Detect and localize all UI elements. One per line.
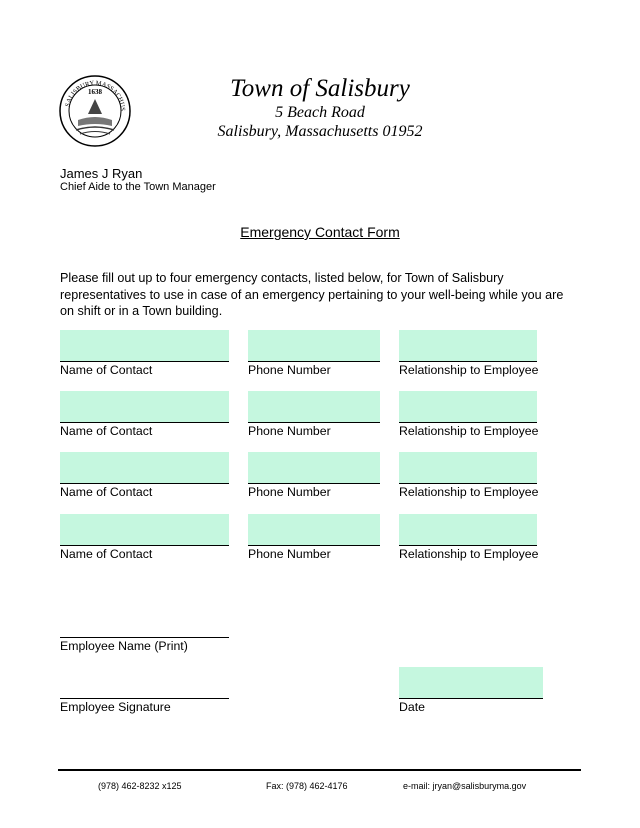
contact-1-relationship-label: Relationship to Employee	[399, 363, 539, 377]
contact-2-name-label: Name of Contact	[60, 424, 153, 438]
contact-3-phone-field[interactable]	[248, 452, 380, 484]
seal-text: SALISBURY MASSACHUS	[64, 79, 127, 112]
contact-1-relationship-field[interactable]	[399, 330, 537, 362]
address-line-2: Salisbury, Massachusetts 01952	[217, 123, 423, 140]
seal-year: 1638	[88, 88, 102, 96]
contact-2-relationship-label: Relationship to Employee	[399, 424, 539, 438]
employee-name-line[interactable]	[60, 636, 229, 638]
contact-1-phone-field[interactable]	[248, 330, 380, 362]
footer-email: e-mail: jryan@salisburyma.gov	[403, 781, 527, 791]
contact-3-phone-label: Phone Number	[248, 485, 331, 499]
contact-3-relationship-label: Relationship to Employee	[399, 485, 539, 499]
contact-1-phone-label: Phone Number	[248, 363, 331, 377]
sender-name: James J Ryan	[60, 166, 143, 181]
contact-1-name-field[interactable]	[60, 330, 229, 362]
footer-fax: Fax: (978) 462-4176	[266, 781, 348, 791]
contact-4-relationship-label: Relationship to Employee	[399, 547, 539, 561]
date-field[interactable]	[399, 667, 543, 699]
date-label: Date	[399, 700, 425, 714]
form-intro: Please fill out up to four emergency contacts, listed below, for Town of Salisbury representatives to use in case of an emergency pertaining to your well-being while you are on shift or in a Town building.	[60, 271, 564, 318]
contact-2-phone-label: Phone Number	[248, 424, 331, 438]
sender-title: Chief Aide to the Town Manager	[60, 181, 216, 193]
contact-4-name-label: Name of Contact	[60, 547, 153, 561]
town-name: Town of Salisbury	[230, 75, 410, 102]
contact-4-relationship-field[interactable]	[399, 514, 537, 546]
contact-3-name-label: Name of Contact	[60, 485, 153, 499]
form-title: Emergency Contact Form	[240, 224, 400, 240]
town-seal	[58, 74, 132, 148]
contact-3-relationship-field[interactable]	[399, 452, 537, 484]
address-line-1: 5 Beach Road	[275, 104, 365, 121]
contact-4-phone-field[interactable]	[248, 514, 380, 546]
contact-2-phone-field[interactable]	[248, 391, 380, 423]
employee-signature-label: Employee Signature	[60, 700, 171, 714]
contact-2-relationship-field[interactable]	[399, 391, 537, 423]
employee-name-label: Employee Name (Print)	[60, 639, 188, 653]
contact-3-name-field[interactable]	[60, 452, 229, 484]
contact-2-name-field[interactable]	[60, 391, 229, 423]
contact-4-phone-label: Phone Number	[248, 547, 331, 561]
employee-signature-line[interactable]	[60, 697, 229, 699]
footer-phone: (978) 462-8232 x125	[98, 781, 182, 791]
footer-divider	[58, 769, 581, 771]
contact-1-name-label: Name of Contact	[60, 363, 153, 377]
contact-4-name-field[interactable]	[60, 514, 229, 546]
